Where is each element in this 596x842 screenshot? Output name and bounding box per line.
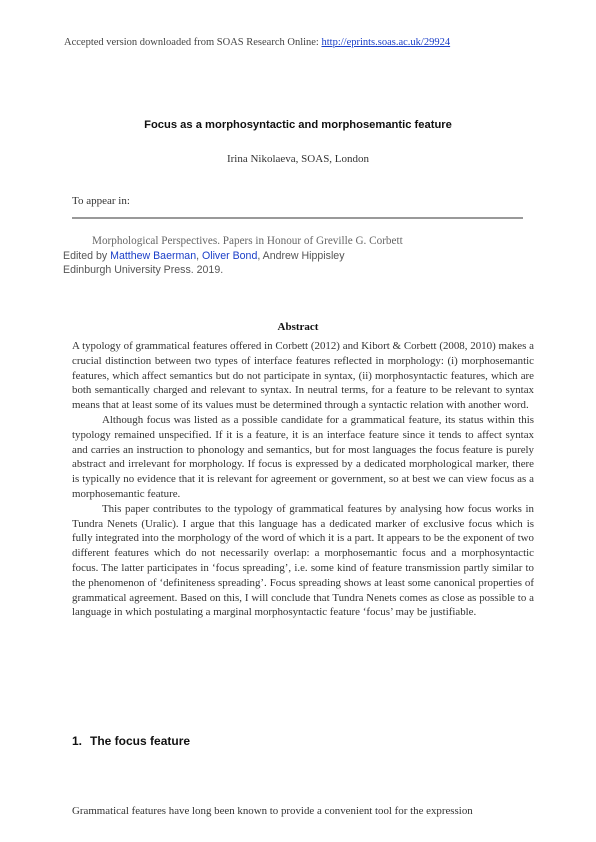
section-heading [72,734,190,748]
download-note [64,37,450,48]
download-note-text: Accepted version downloaded from SOAS Research Online: [64,37,322,48]
body-first-line: Grammatical features have long been known to provide a convenient tool for the expression [72,805,473,817]
editor-separator: , [196,250,202,262]
book-editors [63,250,345,262]
book-title: Morphological Perspectives. Papers in Honour of Greville G. Corbett [92,235,403,247]
abstract-body [72,339,534,620]
divider-rule [72,217,523,219]
section-number: 1. [72,734,83,748]
edited-by-label: Edited by [63,250,111,262]
editor-link-baerman[interactable]: Matthew Baerman [110,250,197,262]
repository-link[interactable]: http://eprints.soas.ac.uk/29924 [321,37,451,48]
paper-author: Irina Nikolaeva, SOAS, London [226,153,370,165]
abstract-paragraph-2: Although focus was listed as a possible candidate for a grammatical feature, its status within this typology remained unspecified. If it is a feature, it is an interface feature since it tends to affect syntax and carries an instruction to phonology and semantics, but for most languages the focus feature is purely abstract and irrelevant for morphology. If focus is expressed by a dedicated morphological marker, there is typically no evidence that it is relevant for agreement or government, so at best we can view focus as a morphosemantic feature. [72,413,534,500]
paper-title: Focus as a morphosyntactic and morphosemantic feature [144,119,452,131]
to-appear-label: To appear in: [72,195,130,207]
abstract-heading: Abstract [277,321,319,333]
section-title: The focus feature [90,734,191,748]
abstract-paragraph-3: This paper contributes to the typology of grammatical features by analysing how focus works in Tundra Nenets (Uralic). I argue that this language has a dedicated marker of exclusive focus which is fully integrated into the morphology of the word of which it is a part. It appears to be the exponent of two different features which do not necessarily overlap: a morphosemantic focus and a morphosyntactic focus. The latter participates in ‘focus spreading’, i.e. some kind of feature transmission partly similar to the phenomenon of ‘definiteness spreading’. Focus spreading shows at least some canonical properties of grammatical agreement. Based on this, I will conclude that Tundra Nenets comes as close as possible to a language in which postulating a marginal morphosyntactic feature ‘focus’ may be justifiable. [72,502,534,619]
book-publisher: Edinburgh University Press. 2019. [63,264,224,276]
editor-link-bond[interactable]: Oliver Bond [201,250,258,262]
abstract-paragraph-1: A typology of grammatical features offered in Corbett (2012) and Kibort & Corbett (2008, 2010) makes a crucial distinction between two types of interface features reflected in morphology: (i) morphosemantic features, which affect semantics but do not participate in syntax, (ii) morphosyntactic features, which are both semantically charged and relevant to syntax. In neutral terms, for a feature to be relevant to syntax means that at least some of its values must be determined through a syntactic relation with another word. [72,340,534,412]
editor-hippisley: , Andrew Hippisley [257,250,345,262]
